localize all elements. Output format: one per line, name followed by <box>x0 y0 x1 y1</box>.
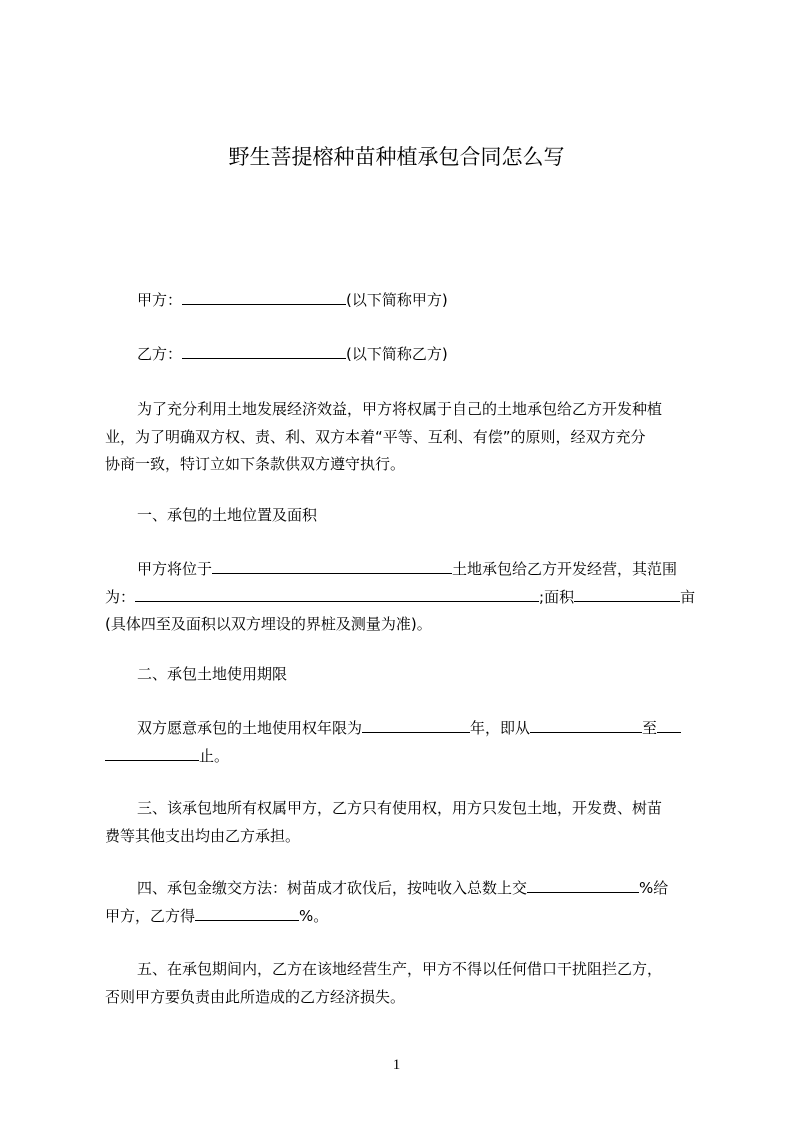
section-3-line-2: 费等其他支出均由乙方承担。 <box>105 826 301 845</box>
party-a-line <box>137 290 448 310</box>
location-blank <box>212 559 452 574</box>
section-2-paragraph <box>105 715 703 770</box>
section-3-line-1: 三、该承包地所有权属甲方，乙方只有使用权，用方只发包土地，开发费、树苗 <box>137 799 663 817</box>
payment-percent-b-blank <box>195 906 299 921</box>
area-label: ;面积 <box>539 587 575 606</box>
section-5-line-1: 五、在承包期间内，乙方在该地经营生产，甲方不得以任何借口干扰阻拦乙方， <box>137 960 663 978</box>
term-years-blank <box>362 718 470 733</box>
section-5-line-2: 否则甲方要负责由此所造成的乙方经济损失。 <box>105 987 406 1006</box>
term-end-blank-part-2 <box>105 746 199 761</box>
payment-percent-a-blank <box>527 878 639 893</box>
section-4-line-1 <box>105 875 703 903</box>
payment-suffix-b: %。 <box>299 906 329 925</box>
location-prefix: 甲方将位于 <box>137 560 213 578</box>
party-b-blank <box>182 344 346 359</box>
area-blank <box>574 587 680 602</box>
term-end-blank-part-1 <box>657 718 681 733</box>
section-3-paragraph <box>105 795 703 850</box>
term-to-label: 至 <box>642 719 658 737</box>
party-a-blank <box>182 290 346 305</box>
section-2-line-1 <box>105 715 703 743</box>
section-2-line-2 <box>105 743 703 771</box>
section-1-line-2 <box>105 584 703 612</box>
section-1-line-1 <box>105 556 703 584</box>
range-blank <box>135 587 539 602</box>
document-title: 野生菩提榕种苗种植承包合同怎么写 <box>228 145 565 169</box>
page-number: 1 <box>392 1057 401 1073</box>
payment-prefix: 四、承包金缴交方法：树苗成才砍伐后，按吨收入总数上交 <box>137 879 528 897</box>
intro-paragraph <box>105 396 703 479</box>
term-from-label: 年，即从 <box>470 719 531 737</box>
payment-b-prefix: 甲方，乙方得 <box>105 906 196 925</box>
term-start-blank <box>530 718 642 733</box>
section-4-paragraph <box>105 875 703 930</box>
intro-line-1: 为了充分利用土地发展经济效益，甲方将权属于自己的土地承包给乙方开发种植 <box>137 400 663 418</box>
party-b-suffix: (以下简称乙方) <box>346 345 448 363</box>
section-5-paragraph <box>105 956 703 1011</box>
section-1-heading: 一、承包的土地位置及面积 <box>137 506 318 524</box>
range-prefix: 为： <box>105 587 136 606</box>
party-b-line <box>137 344 448 364</box>
term-prefix: 双方愿意承包的土地使用权年限为 <box>137 719 363 737</box>
location-suffix: 土地承包给乙方开发经营，其范围 <box>452 560 678 578</box>
party-b-label: 乙方： <box>137 345 183 363</box>
party-a-suffix: (以下简称甲方) <box>346 291 448 309</box>
payment-suffix-a: %给 <box>639 879 669 897</box>
party-a-label: 甲方： <box>137 291 183 309</box>
section-2-heading: 二、承包土地使用期限 <box>137 665 288 683</box>
section-4-line-2 <box>105 903 703 931</box>
intro-line-2: 业，为了明确双方权、责、利、双方本着“平等、互利、有偿”的原则，经双方充分 <box>105 427 646 446</box>
section-1-line-3: (具体四至及面积以双方埋设的界桩及测量为准)。 <box>105 615 432 633</box>
section-1-paragraph <box>105 556 703 639</box>
area-unit: 亩 <box>680 587 696 606</box>
term-end-suffix: 止。 <box>199 746 230 765</box>
intro-line-3: 协商一致，特订立如下条款供双方遵守执行。 <box>105 455 406 473</box>
